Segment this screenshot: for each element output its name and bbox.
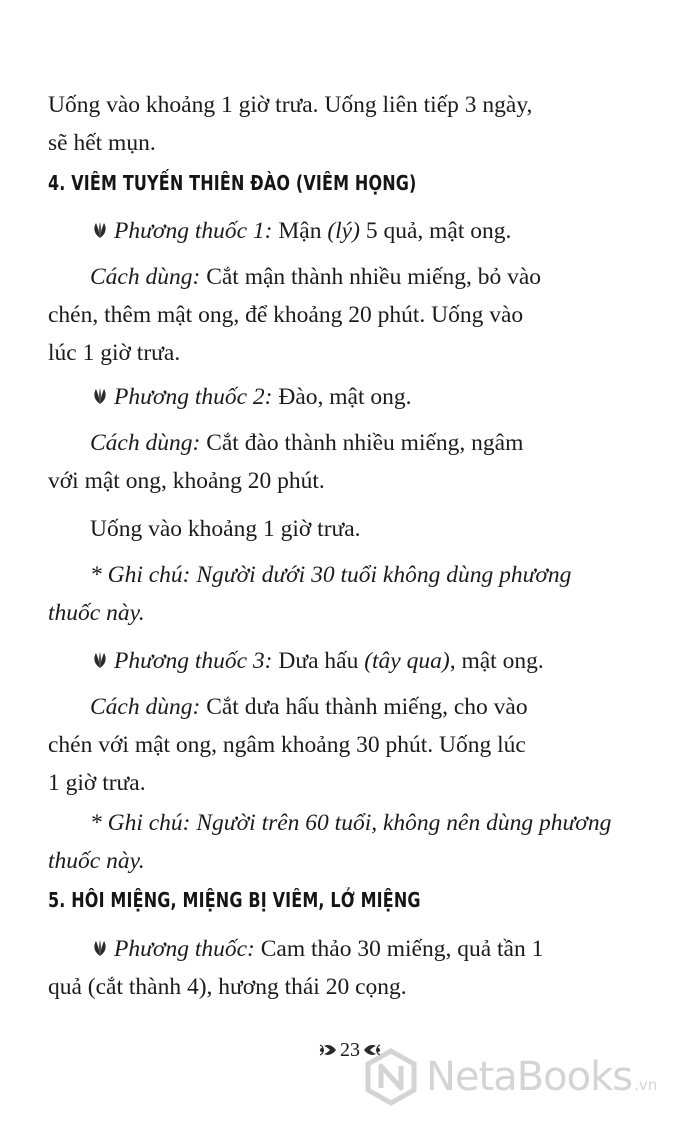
usage-1 (48, 258, 658, 372)
leaf-bullet-icon (90, 220, 110, 240)
text-line: chén với mật ong, ngâm khoảng 30 phút. Uống lúc (48, 732, 526, 758)
watermark-brand: NetaBooks (426, 1054, 633, 1100)
text-line: quả (cắt thành 4), hương thái 20 cọng. (48, 974, 407, 1000)
remedy-1 (48, 212, 700, 250)
text-line: chén, thêm mật ong, để khoảng 20 phút. Uống vào (48, 302, 524, 328)
text-line (90, 642, 700, 680)
usage-text: Cắt dưa hấu thành miếng, cho vào (200, 694, 528, 720)
text-line: Uống vào khoảng 1 giờ trưa. Uống liên tiếp 3 ngày, (48, 92, 533, 118)
text-line: thuốc này. (48, 848, 145, 874)
text-line (48, 930, 658, 968)
text-line (48, 688, 658, 726)
watermark-suffix: .vn (634, 1076, 658, 1094)
text-line: * Ghi chú: Người trên 60 tuổi, không nên dùng phương (90, 810, 612, 836)
paragraph-intro (48, 86, 658, 162)
text-line: lúc 1 giờ trưa. (48, 340, 181, 366)
usage-label: Cách dùng: (90, 694, 201, 720)
usage-text: Cắt đào thành nhiều miếng, ngâm (200, 430, 524, 456)
leaf-bullet-icon (90, 938, 110, 958)
floral-ornament-left-icon (318, 1041, 338, 1059)
netabooks-logo-icon (362, 1048, 420, 1106)
section-heading-5: 5. HÔI MIỆNG, MIỆNG BỊ VIÊM, LỞ MIỆNG (48, 888, 421, 912)
text-line: với mật ong, khoảng 20 phút. (48, 468, 325, 494)
usage-3 (48, 688, 658, 802)
remedy-text: , mật ong. (449, 648, 544, 674)
remedy-label: Phương thuốc 1: (114, 218, 273, 244)
text-line: Uống vào khoảng 1 giờ trưa. (90, 516, 361, 542)
remedy-text: Dưa hấu (272, 648, 365, 674)
text-line (90, 378, 700, 416)
remedy-3 (48, 642, 700, 680)
text-line (90, 212, 700, 250)
usage-2 (48, 424, 658, 500)
remedy-label: Phương thuốc 2: (114, 384, 273, 410)
note-2 (48, 804, 658, 880)
page-number: 23 (340, 1039, 360, 1061)
usage-label: Cách dùng: (90, 430, 201, 456)
note-1 (48, 556, 658, 632)
leaf-bullet-icon (90, 386, 110, 406)
remedy-label: Phương thuốc: (114, 936, 255, 962)
remedy-alias: (tây qua) (364, 648, 450, 674)
remedy-text: 5 quả, mật ong. (359, 218, 512, 244)
leaf-bullet-icon (90, 650, 110, 670)
text-line: sẽ hết mụn. (48, 130, 156, 156)
remedy-5 (48, 930, 658, 1006)
remedy-2 (48, 378, 700, 416)
remedy-text: Mận (272, 218, 328, 244)
paragraph-drink-time (48, 510, 700, 548)
usage-label: Cách dùng: (90, 264, 201, 290)
remedy-label: Phương thuốc 3: (114, 648, 273, 674)
text-line: 1 giờ trưa. (48, 770, 146, 796)
text-line: * Ghi chú: Người dưới 30 tuổi không dùng phương (90, 562, 572, 588)
text-line (48, 424, 658, 462)
text-line (48, 258, 658, 296)
section-heading-4: 4. VIÊM TUYẾN THIÊN ĐÀO (VIÊM HỌNG) (48, 171, 417, 195)
text-line: thuốc này. (48, 600, 145, 626)
remedy-text: Cam thảo 30 miếng, quả tần 1 (254, 936, 544, 962)
remedy-text: Đào, mật ong. (272, 384, 412, 410)
usage-text: Cắt mận thành nhiều miếng, bỏ vào (200, 264, 541, 290)
netabooks-watermark (362, 1046, 692, 1108)
remedy-alias: (lý) (327, 218, 360, 244)
